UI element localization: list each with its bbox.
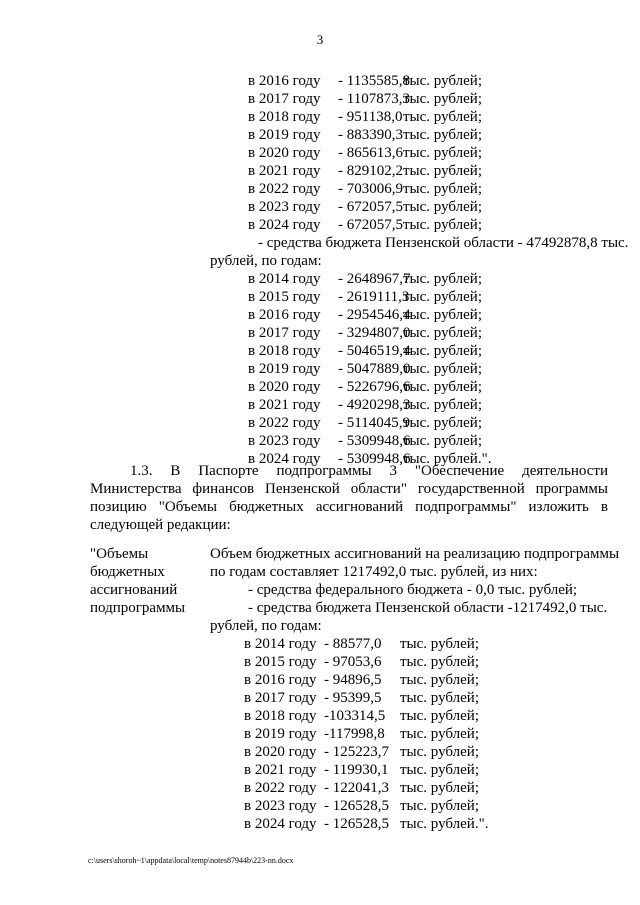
label-line: бюджетных <box>90 564 165 580</box>
amount-value: - 5226796,6 <box>338 379 411 395</box>
amount-value: - 122041,3 <box>324 780 389 796</box>
amount-value: - 125223,7 <box>324 744 389 760</box>
amount-value: - 4920298,3 <box>338 397 411 413</box>
year-label: в 2016 году <box>248 307 321 323</box>
amount-value: - 2619111,3 <box>338 289 410 305</box>
unit-label: тыс. рублей; <box>400 744 479 760</box>
section-text: Паспорте подпрограммы 3 "Обеспечение деятельности Министерства финансов Пензенской области" государственной программы позицию "Объемы бюджетных ассигнований подпрограммы" изложить в следующей редакции: <box>90 463 608 533</box>
year-label: в 2023 году <box>244 798 317 814</box>
year-label: в 2017 году <box>244 690 317 706</box>
year-label: в 2023 году <box>248 199 321 215</box>
unit-label: тыс. рублей; <box>403 361 482 377</box>
year-label: в 2024 году <box>248 217 321 233</box>
unit-label: тыс. рублей; <box>400 654 479 670</box>
amount-value: - 5047889,0 <box>338 361 411 377</box>
unit-label: тыс. рублей; <box>403 91 482 107</box>
year-label: в 2024 году <box>244 816 317 832</box>
amount-value: -117998,8 <box>324 726 385 742</box>
amount-value: - 5309948,6 <box>338 451 411 467</box>
year-label: в 2019 году <box>248 361 321 377</box>
year-label: в 2015 году <box>244 654 317 670</box>
amount-value: - 94896,5 <box>324 672 382 688</box>
year-label: в 2018 году <box>248 343 321 359</box>
unit-label: тыс. рублей.". <box>400 816 489 832</box>
unit-label: тыс. рублей; <box>403 181 482 197</box>
table-regional-line2: рублей, по годам: <box>210 618 322 634</box>
year-label: в 2014 году <box>248 271 321 287</box>
amount-value: - 2954546,4 <box>338 307 411 323</box>
year-label: в 2017 году <box>248 325 321 341</box>
year-label: в 2022 году <box>248 415 321 431</box>
unit-label: тыс. рублей; <box>403 325 482 341</box>
year-label: в 2019 году <box>244 726 317 742</box>
unit-label: тыс. рублей; <box>403 145 482 161</box>
year-label: в 2014 году <box>244 636 317 652</box>
table-intro-line1: Объем бюджетных ассигнований на реализацию подпрограммы <box>210 546 620 562</box>
unit-label: тыс. рублей; <box>400 780 479 796</box>
unit-label: тыс. рублей; <box>403 73 482 89</box>
unit-label: тыс. рублей; <box>403 307 482 323</box>
amount-value: - 703006,9 <box>338 181 403 197</box>
table-regional-line1: - средства бюджета Пензенской области -1217492,0 тыс. <box>248 600 608 616</box>
year-label: в 2022 году <box>248 181 321 197</box>
year-label: в 2018 году <box>248 109 321 125</box>
table-intro-line2: по годам составляет 1217492,0 тыс. рублей, из них: <box>210 564 538 580</box>
year-label: в 2020 году <box>248 145 321 161</box>
unit-label: тыс. рублей; <box>403 127 482 143</box>
year-label: в 2022 году <box>244 780 317 796</box>
year-label: в 2021 году <box>248 397 321 413</box>
amount-value: - 1135585,8 <box>338 73 410 89</box>
amount-value: - 951138,0 <box>338 109 403 125</box>
year-label: в 2023 году <box>248 433 321 449</box>
unit-label: тыс. рублей; <box>403 343 482 359</box>
year-label: в 2024 году <box>248 451 321 467</box>
year-label: в 2016 году <box>244 672 317 688</box>
unit-label: тыс. рублей; <box>403 397 482 413</box>
amount-value: - 126528,5 <box>324 816 389 832</box>
unit-label: тыс. рублей; <box>403 289 482 305</box>
amount-value: -103314,5 <box>324 708 386 724</box>
amount-value: - 126528,5 <box>324 798 389 814</box>
year-label: в 2015 году <box>248 289 321 305</box>
unit-label: тыс. рублей; <box>400 690 479 706</box>
amount-value: - 5114045,9 <box>338 415 410 431</box>
amount-value: - 672057,5 <box>338 217 403 233</box>
label-line: "Объемы <box>90 546 149 562</box>
amount-value: - 5309948,6 <box>338 433 411 449</box>
unit-label: тыс. рублей; <box>403 379 482 395</box>
regional-funds-line1: - средства бюджета Пензенской области - 47492878,8 тыс. <box>258 235 629 251</box>
table-federal-line: - средства федерального бюджета - 0,0 тыс. рублей; <box>248 582 578 598</box>
unit-label: тыс. рублей; <box>400 636 479 652</box>
amount-value: - 865613,6 <box>338 145 403 161</box>
regional-funds-line2: рублей, по годам: <box>210 253 322 269</box>
unit-label: тыс. рублей; <box>403 415 482 431</box>
amount-value: - 119930,1 <box>324 762 389 778</box>
section-number: 1.3. В <box>130 463 181 479</box>
amount-value: - 88577,0 <box>324 636 382 652</box>
label-line: подпрограммы <box>90 600 186 616</box>
label-line: ассигнований <box>90 582 178 598</box>
unit-label: тыс. рублей; <box>403 433 482 449</box>
amount-value: - 672057,5 <box>338 199 403 215</box>
amount-value: - 2648967,7 <box>338 271 411 287</box>
amount-value: - 829102,2 <box>338 163 403 179</box>
year-label: в 2019 году <box>248 127 321 143</box>
year-label: в 2020 году <box>248 379 321 395</box>
year-label: в 2021 году <box>248 163 321 179</box>
section-1-3-paragraph <box>90 462 608 534</box>
page-number: 3 <box>316 32 324 47</box>
unit-label: тыс. рублей.". <box>403 451 492 467</box>
amount-value: - 5046519,4 <box>338 343 411 359</box>
year-label: в 2017 году <box>248 91 321 107</box>
unit-label: тыс. рублей; <box>403 217 482 233</box>
unit-label: тыс. рублей; <box>400 726 479 742</box>
unit-label: тыс. рублей; <box>403 163 482 179</box>
unit-label: тыс. рублей; <box>403 109 482 125</box>
footer-file-path: c:\users\shoroh~1\appdata\local\temp\notes87944b\223-nn.docx <box>88 856 294 865</box>
unit-label: тыс. рублей; <box>400 762 479 778</box>
unit-label: тыс. рублей; <box>403 271 482 287</box>
unit-label: тыс. рублей; <box>403 199 482 215</box>
amount-value: - 883390,3 <box>338 127 403 143</box>
amount-value: - 3294807,0 <box>338 325 411 341</box>
table-label-column <box>90 545 205 617</box>
year-label: в 2016 году <box>248 73 321 89</box>
unit-label: тыс. рублей; <box>400 708 479 724</box>
amount-value: - 1107873,3 <box>338 91 410 107</box>
unit-label: тыс. рублей; <box>400 672 479 688</box>
year-label: в 2021 году <box>244 762 317 778</box>
amount-value: - 97053,6 <box>324 654 382 670</box>
amount-value: - 95399,5 <box>324 690 382 706</box>
year-label: в 2018 году <box>244 708 317 724</box>
year-label: в 2020 году <box>244 744 317 760</box>
unit-label: тыс. рублей; <box>400 798 479 814</box>
